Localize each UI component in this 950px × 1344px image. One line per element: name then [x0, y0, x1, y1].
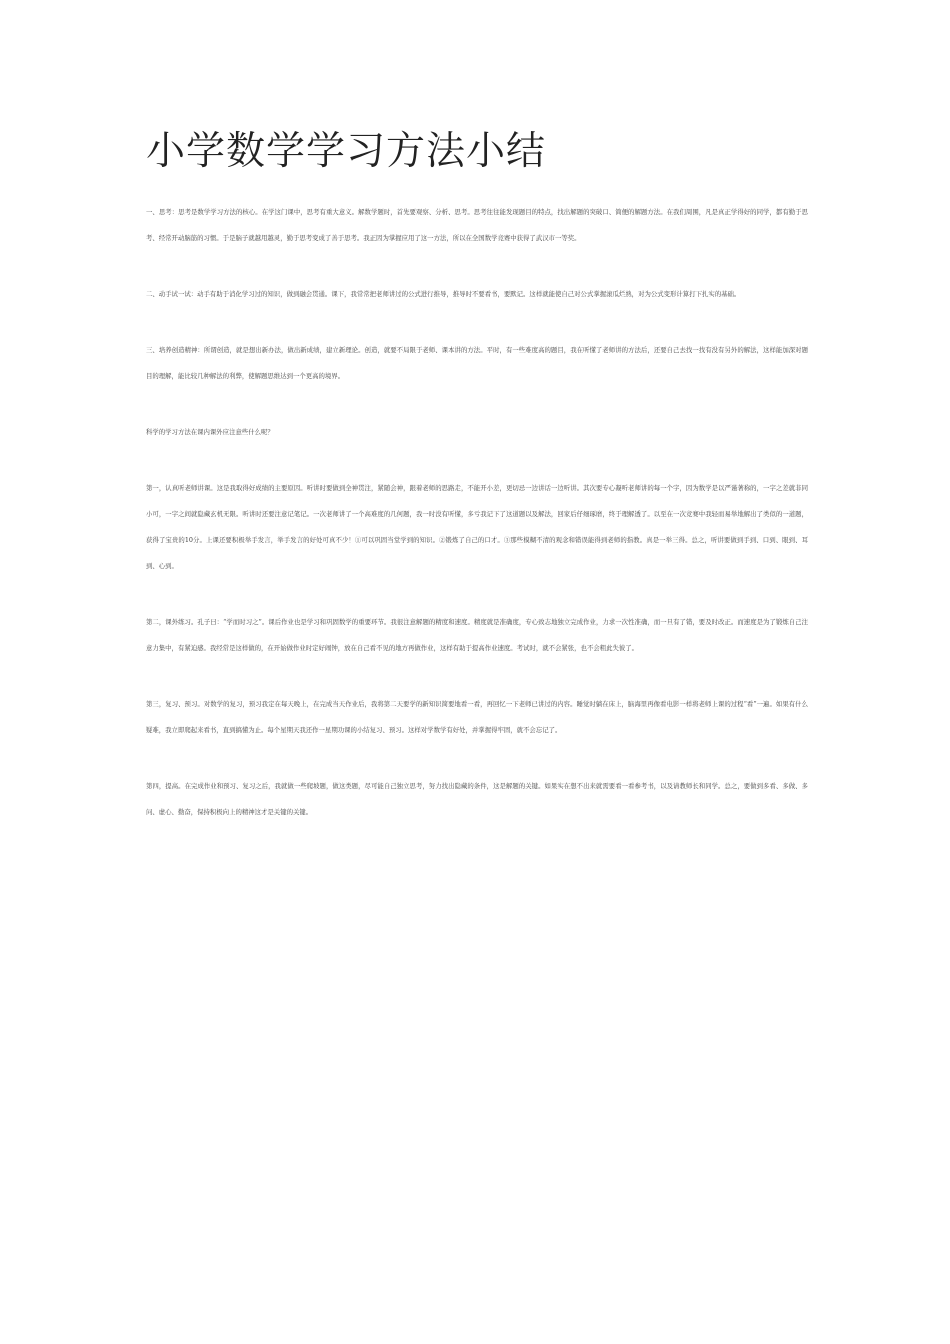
paragraph-gap	[146, 579, 808, 609]
paragraph-practice: 第二，课外练习。孔子曰：“学而时习之”。课后作业也是学习和巩固数学的重要环节。我很注意解题的精度和速度。精度就是准确度，专心致志地独立完成作业，力求一次性准确，而一旦有了错，要及时改正。而速度是为了锻炼自己注意力集中，有紧迫感。我经常是这样做的，在开始做作业时定好闹钟，放在自己看不见的地方再做作业，这样有助于提高作业速度。考试时，就不会紧张，也不会粗此失彼了。	[146, 618, 808, 652]
paragraph-gap	[146, 389, 808, 419]
paragraph-review: 第三，复习、预习。对数学的复习，预习我定在每天晚上，在完成当天作业后，我将第二天要学的新知识简要地看一看，再回忆一下老师已讲过的内容。睡觉时躺在床上，脑海里再像看电影一样将老师上课的过程“看”一遍。如果有什么疑难，我立即爬起来看书，直到搞懂为止。每个星期天我还作一星期功课的小结复习、预习。这样对学数学有好处，并掌握得牢固，就不会忘记了。	[146, 700, 808, 734]
paragraph-thinking: 一、思考：思考是数学学习方法的核心。在学这门课中，思考有重大意义。解数学题时，首先要观察、分析、思考。思考往往能发现题目的特点，找出解题的突破口、简便的解题方法。在我们周围，凡是真正学得好的同学，都有勤于思考、经常开动脑筋的习惯。于是脑子就越用越灵，勤于思考变成了善于思考。我正因为掌握应用了这一方法，所以在全国数学竞赛中获得了武汉市一等奖。	[146, 208, 808, 242]
paragraph-question: 科学的学习方法在课内课外应注意些什么呢？	[146, 428, 274, 436]
paragraph-improvement: 第四，提高。在完成作业和预习、复习之后，我就做一些爬坡题，做这类题，尽可能自己独立思考，努力找出隐藏的条件，这是解题的关键。如果实在想不出来就需要看一看参考书，以及请教师长和同学。总之，要做到多看、多做、多问、虚心、勤奋，保持积极向上的精神这才是关键的关键。	[146, 782, 808, 816]
paragraph-gap	[146, 445, 808, 475]
paragraph-hands-on: 二、动手试一试：动手有助于消化学习过的知识，做到融会贯通。课下，我常常把老师讲过的公式进行推导，推导时不要看书，要默记。这样就能使自己对公式掌握滚瓜烂熟，对为公式变形计算打下扎实的基础。	[146, 290, 741, 298]
paragraph-gap	[146, 743, 808, 773]
paragraph-gap	[146, 251, 808, 281]
paragraph-creativity: 三、培养创造精神：所谓创造，就是想出新办法，做出新成绩，建立新理论。创造，就要不局限于老师、课本讲的方法。平时，有一些难度高的题目，我在听懂了老师讲的方法后，还要自己去找一找有没有另外的解法，这样能加深对题目的理解，能比较几种解法的利弊，使解题思维达到一个更高的境界。	[146, 346, 808, 380]
document-body	[146, 199, 808, 825]
paragraph-gap	[146, 661, 808, 691]
document-title: 小学数学学习方法小结	[146, 129, 547, 174]
paragraph-gap	[146, 307, 808, 337]
paragraph-listening: 第一，认真听老师讲课。这是我取得好成绩的主要原因。听讲时要做到全神贯注，紧随会神，跟着老师的思路走，不能开小差，更切忌一边讲话一边听讲。其次要专心凝听老师讲的每一个字，因为数学是以严谨著称的，一字之差就非同小可，一字之间就隐藏玄机无限。听讲时还要注意记笔记。一次老师讲了一个高难度的几何题，我一时没有听懂，多亏我记下了这道题以及解法，回家后仔细琢磨，终于理解透了。以至在一次竞赛中我轻而易举地解出了类似的一道题，获得了宝贵的10分。上课还要积极举手发言，举手发言的好处可真不少！①可以巩固当堂学到的知识。②锻炼了自己的口才。③那些模糊不清的观念和错误能得到老师的指教。真是一举三得。总之，听讲要做到手到、口到、眼到、耳到、心到。	[146, 484, 808, 570]
